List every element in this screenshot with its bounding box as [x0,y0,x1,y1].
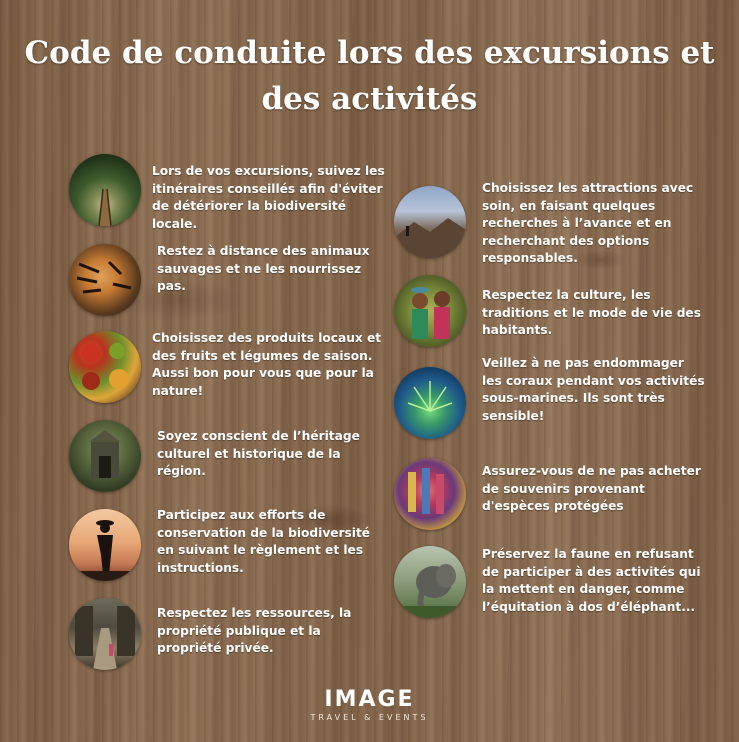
temple-ruins-photo-icon [69,420,141,492]
street-photo-icon [69,598,141,670]
tip-conservation: Participez aux efforts de conservation de la biodiversité en suivant le règlement et les instructions. [157,508,371,575]
logo-sub-text: TRAVEL & EVENTS [310,713,429,722]
logo-main-text: IMAGE [324,687,415,712]
tip-protect-corals: Veillez à ne pas endommager les coraux pendant vos activités sous-marines. Ils sont très sensible! [482,356,705,423]
elephant-photo-icon [394,546,466,618]
page-title: Code de conduite lors des excursions et des activités [24,35,715,117]
hiker-silhouette-photo-icon [69,509,141,581]
tip-no-protected-souvenirs: Assurez-vous de ne pas acheter de souvenirs provenant d'espèces protégées [482,464,701,513]
tip-respect-culture: Respectez la culture, les traditions et le mode de vie des habitants. [482,288,701,337]
tip-protect-wildlife: Préservez la faune en refusant de participer à des activités qui la mettent en danger, comme l’équitation à dos d’éléphant... [482,547,701,614]
tip-choose-attractions: Choisissez les attractions avec soin, en faisant quelques recherches à l’avance et en recherchant des options responsables. [482,181,694,265]
tip-follow-trails: Lors de vos excursions, suivez les itinéraires conseillés afin d'éviter de détériorer la biodiversité locale. [152,164,385,231]
tip-respect-property: Respectez les ressources, la propriété publique et la propriété privée. [157,606,352,655]
mountain-view-photo-icon [394,186,466,258]
forest-bridge-photo-icon [69,154,141,226]
brand-logo [0,688,739,724]
tip-cultural-heritage: Soyez conscient de l’héritage culturel et historique de la région. [157,429,360,478]
coral-photo-icon [394,367,466,439]
local-women-photo-icon [394,275,466,347]
fruits-photo-icon [69,331,141,403]
tip-wild-animals: Restez à distance des animaux sauvages et ne les nourrissez pas. [157,244,370,293]
tip-local-products: Choisissez des produits locaux et des fruits et légumes de saison. Aussi bon pour vous que pour la nature! [152,331,382,398]
tiger-photo-icon [69,244,141,316]
souvenirs-photo-icon [394,458,466,530]
